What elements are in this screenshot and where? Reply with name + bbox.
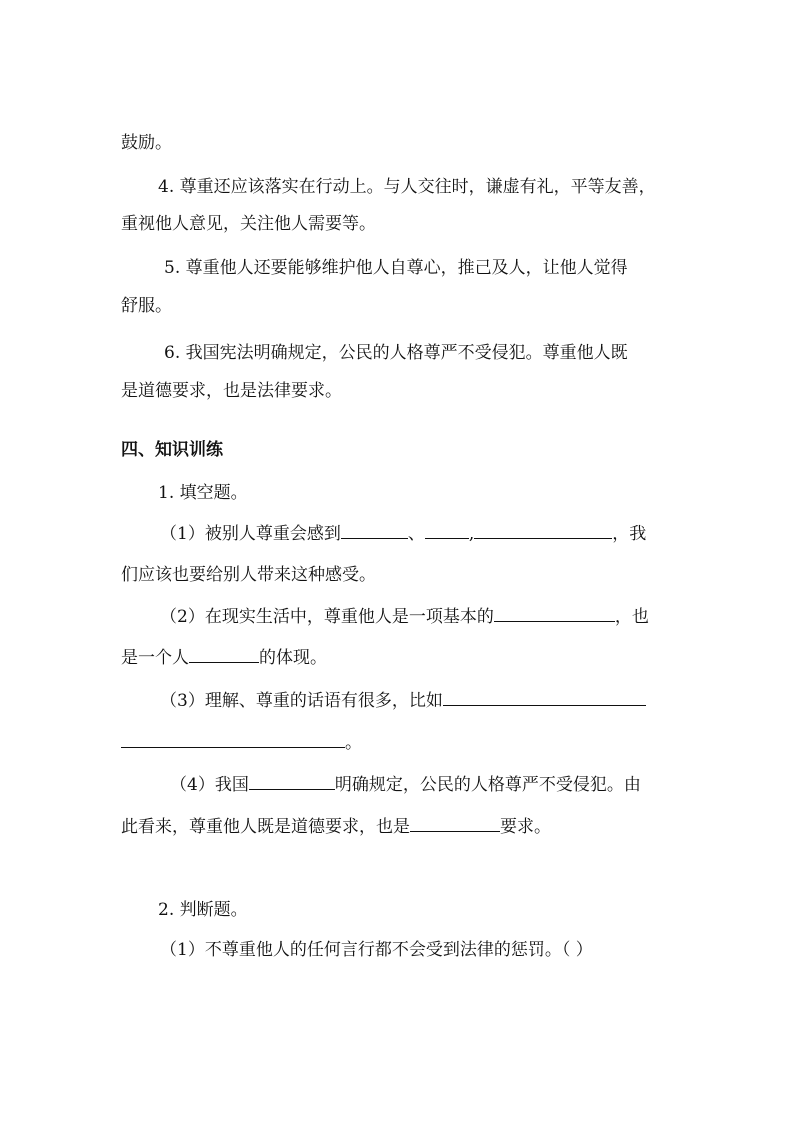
q3-end: 。	[345, 733, 362, 753]
paragraph-4-line-2: 重视他人意见，关注他人需要等。	[121, 214, 376, 234]
q4-line2-suffix: 要求。	[500, 817, 551, 837]
section-heading: 四、知识训练	[121, 440, 223, 460]
judge-q1-answer-bracket[interactable]: （ ）	[561, 940, 593, 960]
q2-blank-1[interactable]	[494, 604, 615, 622]
judge-label: 2. 判断题。	[158, 900, 248, 920]
fill-blank-q2	[160, 604, 649, 629]
q1-blank-1[interactable]	[341, 521, 408, 539]
q4-prefix: （4）我国	[170, 775, 249, 795]
q4-blank-2[interactable]	[410, 814, 500, 832]
paragraph-5-line-1: 5. 尊重他人还要能够维护他人自尊心，推己及人，让他人觉得	[164, 258, 628, 278]
q1-blank-2[interactable]	[425, 521, 469, 539]
fill-blank-q1	[160, 521, 646, 546]
judge-q1	[160, 938, 593, 962]
q4-suffix: 明确规定，公民的人格尊严不受侵犯。由	[334, 775, 641, 795]
q1-separator-1: 、	[407, 524, 425, 544]
q2-line2-prefix: 是一个人	[121, 648, 189, 668]
q2-prefix: （2）在现实生活中，尊重他人是一项基本的	[160, 607, 494, 627]
fill-blank-q3-line-2	[121, 730, 362, 755]
fill-blank-q4	[170, 772, 641, 797]
fill-blank-q2-line-2	[121, 645, 327, 670]
q1-separator-2: ,	[468, 524, 475, 544]
fill-blank-q3	[160, 688, 646, 713]
q3-prefix: （3）理解、尊重的话语有很多，比如	[160, 691, 443, 711]
paragraph-4-line-1: 4. 尊重还应该落实在行动上。与人交往时，谦虚有礼，平等友善，	[158, 177, 656, 197]
q1-suffix: ，我	[612, 524, 647, 544]
q1-prefix: （1）被别人尊重会感到	[160, 524, 341, 544]
paragraph-3-tail: 鼓励。	[121, 133, 172, 153]
paragraph-6-line-2: 是道德要求，也是法律要求。	[121, 381, 342, 401]
q4-blank-1[interactable]	[249, 772, 335, 790]
q4-line2-prefix: 此看来，尊重他人既是道德要求，也是	[121, 817, 410, 837]
paragraph-6-line-1: 6. 我国宪法明确规定，公民的人格尊严不受侵犯。尊重他人既	[164, 343, 628, 363]
fill-blank-label: 1. 填空题。	[158, 483, 248, 503]
q1-blank-3[interactable]	[474, 521, 612, 539]
q2-blank-2[interactable]	[189, 645, 259, 663]
q3-blank-2[interactable]	[121, 730, 345, 748]
q3-blank-1[interactable]	[443, 688, 646, 706]
judge-q1-text: （1）不尊重他人的任何言行都不会受到法律的惩罚。	[160, 940, 562, 960]
paragraph-5-line-2: 舒服。	[121, 296, 172, 316]
q2-suffix: ，也	[614, 607, 649, 627]
fill-blank-q4-line-2	[121, 814, 551, 839]
q2-line2-suffix: 的体现。	[259, 648, 327, 668]
fill-blank-q1-line-2: 们应该也要给别人带来这种感受。	[121, 565, 376, 585]
